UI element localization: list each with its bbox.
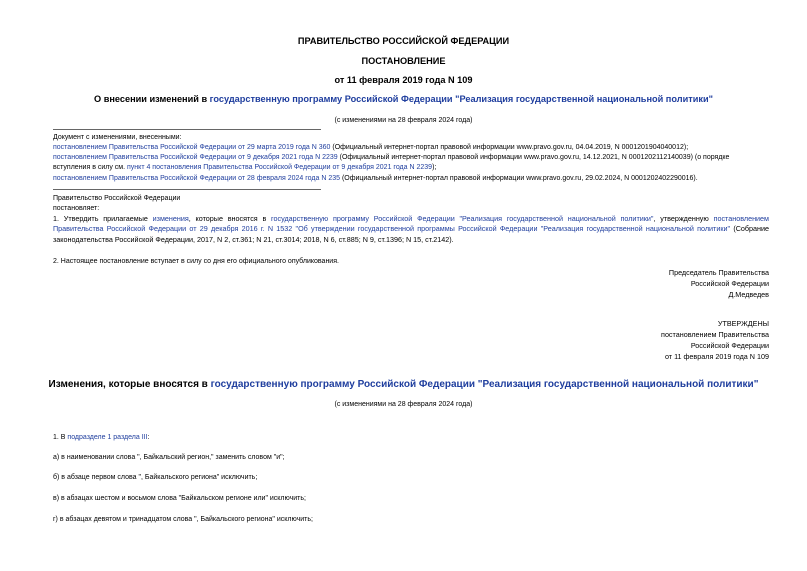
- change-text-2-tail: );: [432, 164, 437, 171]
- approved-label: УТВЕРЖДЕНЫ: [717, 319, 769, 328]
- change-link-3[interactable]: постановлением Правительства Российской Федерации от 28 февраля 2024 года N 235: [53, 175, 340, 182]
- change-text-3: (Официальный интернет-портал правовой информации www.pravo.gov.ru, 29.02.2024, N 0001202402290016).: [340, 175, 698, 182]
- item1-suffix: :: [147, 434, 150, 441]
- paragraph-2: 2. Настоящее постановление вступает в силу со дня его официального опубликования.: [53, 258, 339, 265]
- section-link[interactable]: подразделе 1 раздела III: [67, 434, 148, 441]
- annex-subitem-b: б) в абзаце первом слова ", Байкальского региона" исключить;: [53, 474, 258, 481]
- signature-position: Председатель Правительства: [668, 268, 769, 277]
- changes-intro: Документ с изменениями, внесенными:: [53, 134, 182, 141]
- item1-prefix: 1. В: [53, 434, 68, 441]
- decree-word: постановляет:: [53, 205, 100, 212]
- change-text-2: (Официальный интернет-портал правовой информации www.pravo.gov.ru, 14.12.2021, N 0001202112140039) (о порядке: [337, 154, 730, 161]
- divider-top: [53, 129, 321, 130]
- p1-text-d: (Собрание законодательства Российской Федерации, 2017, N 2, ст.361; N 21, ст.3014; 2018, N 6, ст.885; N 9, ст.1396; N 15, ст.2142).: [53, 224, 769, 244]
- approved-by: постановлением Правительства: [661, 330, 769, 339]
- changes-link[interactable]: изменения: [152, 214, 189, 223]
- signature-name: Д.Медведев: [728, 290, 769, 299]
- document-title: [0, 95, 807, 105]
- decree-1532-link[interactable]: постановлением Правительства Российской Федерации от 29 декабря 2016 г. N 1532 "Об утверждении государственной программы Российской Федерации "Реализация государственной национальной политики": [53, 214, 769, 234]
- change-link-2[interactable]: постановлением Правительства Российской Федерации от 9 декабря 2021 года N 2239: [53, 154, 338, 161]
- annex-subitem-g: г) в абзацах девятом и тринадцатом слова ", Байкальского региона" исключить;: [53, 516, 313, 523]
- paragraph-1: [53, 214, 769, 245]
- annex-title-prefix: Изменения, которые вносятся в: [48, 379, 211, 390]
- p1-text-b: , которые вносятся в: [188, 214, 272, 223]
- annex-program-link[interactable]: государственную программу Российской Федерации "Реализация государственной национальной политики": [210, 379, 759, 390]
- approved-country: Российской Федерации: [690, 341, 769, 350]
- document-kind: ПОСТАНОВЛЕНИЕ: [361, 56, 446, 66]
- change-text-2-cont: вступления в силу см.: [53, 164, 128, 171]
- change-link-2-cont[interactable]: пункт 4 постановления Правительства Российской Федерации от 9 декабря 2021 года N 2239: [127, 164, 433, 171]
- change-text-1: (Официальный интернет-портал правовой информации www.pravo.gov.ru, 04.04.2019, N 0001201904040012);: [330, 144, 689, 151]
- change-item-1: [53, 143, 688, 153]
- change-item-2: [53, 153, 729, 163]
- issuer: Правительство Российской Федерации: [53, 195, 181, 202]
- document-date-number: от 11 февраля 2019 года N 109: [334, 75, 473, 85]
- annex-edition-note: (с изменениями на 28 февраля 2024 года): [334, 401, 473, 408]
- program-link[interactable]: государственную программу Российской Федерации "Реализация государственной национальной политики": [209, 94, 713, 104]
- title-prefix: О внесении изменений в: [94, 94, 210, 104]
- p1-text-c: , утвержденную: [653, 214, 714, 223]
- edition-note: (с изменениями на 28 февраля 2024 года): [334, 117, 473, 124]
- annex-title: [0, 380, 807, 390]
- divider-bottom: [53, 189, 321, 190]
- change-link-1[interactable]: постановлением Правительства Российской Федерации от 29 марта 2019 года N 360: [53, 144, 331, 151]
- signature-country: Российской Федерации: [690, 279, 769, 288]
- change-item-2-cont: [53, 163, 436, 173]
- program-link-2[interactable]: государственную программу Российской Федерации "Реализация государственной национальной политики": [271, 214, 654, 223]
- p1-text-a: 1. Утвердить прилагаемые: [53, 214, 153, 223]
- annex-subitem-a: а) в наименовании слова ", Байкальский регион," заменить словом "и";: [53, 454, 285, 461]
- approved-date: от 11 февраля 2019 года N 109: [664, 352, 769, 361]
- government-heading: ПРАВИТЕЛЬСТВО РОССИЙСКОЙ ФЕДЕРАЦИИ: [297, 36, 510, 46]
- change-item-3: [53, 174, 698, 184]
- annex-item-1: [53, 433, 150, 443]
- annex-subitem-v: в) в абзацах шестом и восьмом слова "Байкальском регионе или" исключить;: [53, 495, 306, 502]
